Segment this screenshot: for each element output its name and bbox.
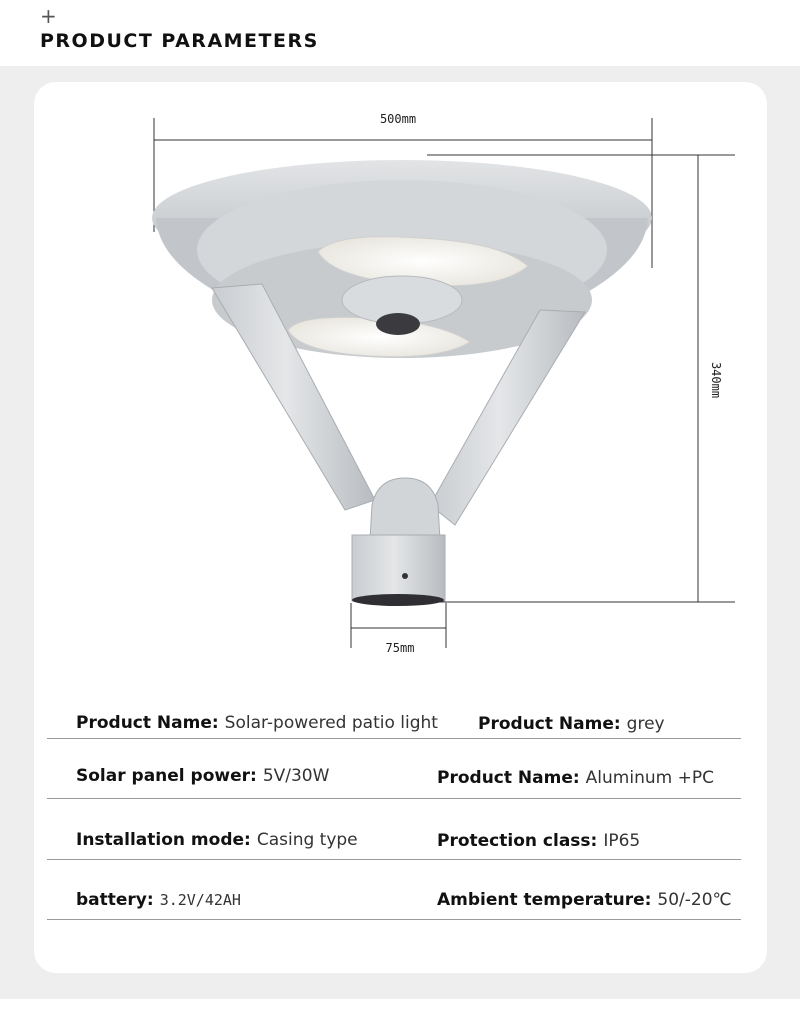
spec-key: Protection class:	[437, 831, 598, 851]
spec-product-name	[76, 713, 438, 733]
base-dimension-label: 75mm	[385, 641, 415, 655]
height-dimension-label: 340mm	[709, 361, 723, 399]
section-title: PRODUCT PARAMETERS	[40, 30, 319, 52]
spec-key: Product Name:	[478, 714, 621, 734]
lamp-illustration	[152, 160, 652, 606]
row-divider	[47, 859, 741, 860]
spec-value: Aluminum +PC	[585, 768, 714, 788]
spec-key: Solar panel power:	[76, 766, 257, 786]
row-divider	[47, 738, 741, 739]
spec-color	[478, 714, 665, 734]
spec-key: battery:	[76, 890, 154, 910]
spec-key: Product Name:	[76, 713, 219, 733]
spec-ambient-temperature	[437, 890, 732, 910]
row-divider	[47, 919, 741, 920]
spec-value: Solar-powered patio light	[224, 713, 438, 733]
spec-value: IP65	[603, 831, 641, 851]
spec-value: 3.2V/42AH	[159, 891, 241, 909]
spec-value: 50/-20℃	[657, 890, 732, 910]
spec-key: Product Name:	[437, 768, 580, 788]
width-dimension-label: 500mm	[379, 112, 417, 126]
spec-value: Casing type	[256, 830, 358, 850]
spec-value: 5V/30W	[262, 766, 330, 786]
spec-installation-mode	[76, 830, 358, 850]
plus-icon: +	[40, 4, 57, 28]
spec-key: Ambient temperature:	[437, 890, 652, 910]
spec-key: Installation mode:	[76, 830, 251, 850]
row-divider	[47, 798, 741, 799]
spec-protection-class	[437, 831, 640, 851]
spec-material	[437, 768, 714, 788]
spec-battery	[76, 890, 241, 910]
spec-solar-panel-power	[76, 766, 329, 786]
spec-value: grey	[626, 714, 665, 734]
